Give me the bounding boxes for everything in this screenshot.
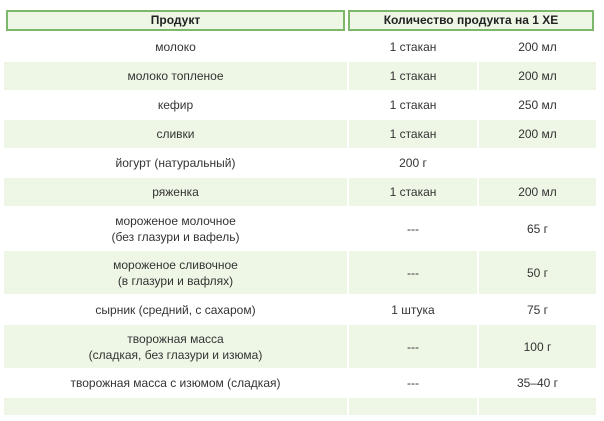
cell-product: сливки	[156, 127, 195, 141]
cell-measure: 1 стакан	[389, 98, 437, 112]
cell-product: творожная масса (сладкая, без глазури и изюма)	[88, 331, 263, 362]
table-body	[4, 33, 596, 416]
cell-amount: 200 мл	[518, 40, 557, 54]
table-row	[4, 62, 596, 91]
cell-measure: 200 г	[399, 156, 427, 170]
cell-measure: 1 стакан	[389, 40, 437, 54]
cell-amount: 75 г	[526, 302, 549, 317]
cell-measure: ---	[407, 265, 419, 280]
table-row	[4, 207, 596, 251]
product-table	[4, 8, 596, 416]
table-row	[4, 91, 596, 120]
cell-amount: 35–40 г	[516, 376, 559, 390]
cell-amount: 250 мл	[518, 98, 557, 112]
cell-measure: 1 штука	[391, 302, 435, 317]
cell-product: творожная масса с изюмом (сладкая)	[70, 376, 281, 390]
cell-measure: 1 стакан	[389, 127, 437, 141]
cell-product: мороженое сливочное (в глазури и вафлях)	[113, 257, 238, 288]
cell-product: сырник (средний, с сахаром)	[95, 302, 256, 317]
cell-product: ряженка	[152, 185, 199, 199]
table-row	[4, 251, 596, 295]
cell-amount	[479, 398, 596, 415]
cell-product: кефир	[157, 98, 194, 112]
table-row	[4, 369, 596, 398]
cell-measure: 1 стакан	[389, 185, 437, 199]
cell-product: мороженое молочное (без глазури и вафель)	[111, 213, 240, 244]
cell-amount: 50 г	[526, 265, 549, 280]
cell-product	[4, 398, 347, 415]
table-row	[4, 178, 596, 207]
cell-amount: 200 мл	[518, 127, 557, 141]
table-row	[4, 295, 596, 325]
table-row	[4, 149, 596, 178]
cell-measure: ---	[407, 376, 419, 390]
cell-amount: 65 г	[526, 221, 549, 236]
table-row	[4, 120, 596, 149]
cell-product: молоко топленое	[127, 69, 224, 83]
header-product: Продукт	[6, 10, 345, 31]
table-row	[4, 325, 596, 369]
cell-measure: ---	[407, 339, 419, 354]
cell-measure: 1 стакан	[389, 69, 437, 83]
cell-amount	[479, 149, 596, 177]
cell-measure	[349, 398, 477, 415]
table-row	[4, 398, 596, 416]
cell-amount: 200 мл	[518, 185, 557, 199]
header-amount: Количество продукта на 1 ХЕ	[348, 10, 594, 31]
cell-amount: 100 г	[523, 339, 552, 354]
cell-amount: 200 мл	[518, 69, 557, 83]
table-header	[4, 8, 596, 33]
cell-product: молоко	[155, 40, 196, 54]
table-row	[4, 33, 596, 62]
cell-measure: ---	[407, 221, 419, 236]
cell-product: йогурт (натуральный)	[115, 156, 236, 170]
